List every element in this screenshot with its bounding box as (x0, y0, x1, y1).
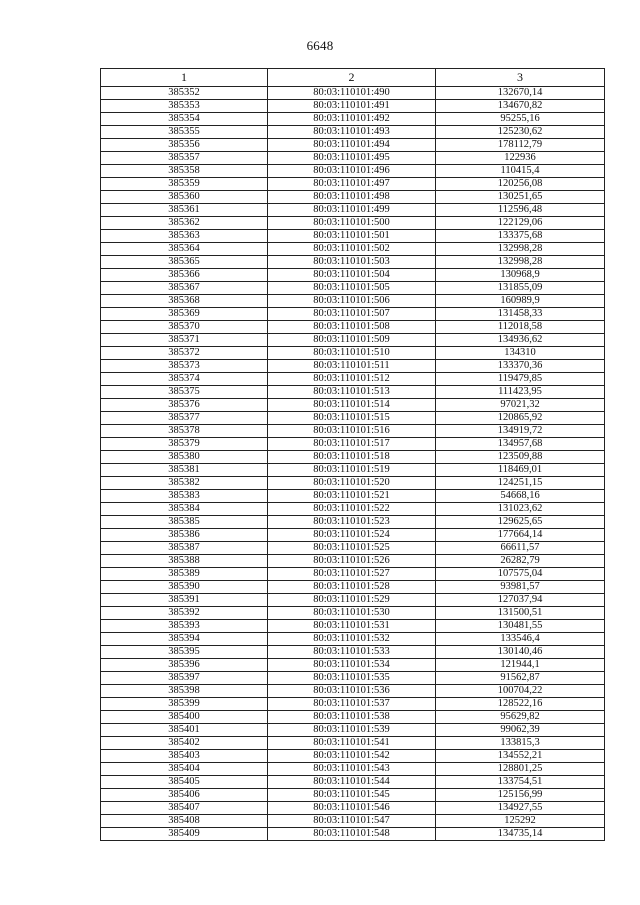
table-row (101, 347, 605, 360)
cadastral-number-cell: 80:03:110101:508 (268, 321, 436, 334)
row-number-cell: 385374 (101, 373, 268, 386)
row-number-cell: 385377 (101, 412, 268, 425)
row-number-cell: 385359 (101, 178, 268, 191)
value-cell: 131023,62 (436, 503, 605, 516)
value-cell: 132670,14 (436, 87, 605, 100)
value-cell: 118469,01 (436, 464, 605, 477)
table-row (101, 399, 605, 412)
cadastral-number-cell: 80:03:110101:499 (268, 204, 436, 217)
data-table (100, 68, 605, 841)
table-row (101, 659, 605, 672)
cadastral-number-cell: 80:03:110101:501 (268, 230, 436, 243)
value-cell: 133754,51 (436, 776, 605, 789)
value-cell: 91562,87 (436, 672, 605, 685)
row-number-cell: 385385 (101, 516, 268, 529)
value-cell: 133546,4 (436, 633, 605, 646)
cadastral-number-cell: 80:03:110101:502 (268, 243, 436, 256)
cadastral-number-cell: 80:03:110101:538 (268, 711, 436, 724)
value-cell: 125292 (436, 815, 605, 828)
cadastral-number-cell: 80:03:110101:535 (268, 672, 436, 685)
table-row (101, 451, 605, 464)
row-number-cell: 385357 (101, 152, 268, 165)
row-number-cell: 385383 (101, 490, 268, 503)
row-number-cell: 385384 (101, 503, 268, 516)
table-header-row (101, 69, 605, 87)
row-number-cell: 385354 (101, 113, 268, 126)
table-row (101, 100, 605, 113)
value-cell: 121944,1 (436, 659, 605, 672)
value-cell: 131458,33 (436, 308, 605, 321)
value-cell: 128522,16 (436, 698, 605, 711)
table-row (101, 204, 605, 217)
table-row (101, 763, 605, 776)
table-row (101, 152, 605, 165)
cadastral-number-cell: 80:03:110101:492 (268, 113, 436, 126)
cadastral-number-cell: 80:03:110101:528 (268, 581, 436, 594)
table-row (101, 490, 605, 503)
table-row (101, 87, 605, 100)
cadastral-number-cell: 80:03:110101:524 (268, 529, 436, 542)
row-number-cell: 385373 (101, 360, 268, 373)
value-cell: 130968,9 (436, 269, 605, 282)
row-number-cell: 385380 (101, 451, 268, 464)
table-row (101, 217, 605, 230)
cadastral-number-cell: 80:03:110101:536 (268, 685, 436, 698)
value-cell: 107575,04 (436, 568, 605, 581)
table-row (101, 555, 605, 568)
cadastral-number-cell: 80:03:110101:519 (268, 464, 436, 477)
value-cell: 129625,65 (436, 516, 605, 529)
cadastral-number-cell: 80:03:110101:505 (268, 282, 436, 295)
cadastral-number-cell: 80:03:110101:544 (268, 776, 436, 789)
table-row (101, 191, 605, 204)
table-row (101, 425, 605, 438)
value-cell: 134936,62 (436, 334, 605, 347)
row-number-cell: 385398 (101, 685, 268, 698)
cadastral-number-cell: 80:03:110101:522 (268, 503, 436, 516)
value-cell: 122129,06 (436, 217, 605, 230)
row-number-cell: 385371 (101, 334, 268, 347)
value-cell: 130481,55 (436, 620, 605, 633)
table-row (101, 828, 605, 841)
table-row (101, 620, 605, 633)
cadastral-number-cell: 80:03:110101:527 (268, 568, 436, 581)
table-row (101, 594, 605, 607)
cadastral-number-cell: 80:03:110101:517 (268, 438, 436, 451)
value-cell: 134552,21 (436, 750, 605, 763)
row-number-cell: 385360 (101, 191, 268, 204)
cadastral-number-cell: 80:03:110101:548 (268, 828, 436, 841)
value-cell: 132998,28 (436, 243, 605, 256)
cadastral-number-cell: 80:03:110101:493 (268, 126, 436, 139)
row-number-cell: 385390 (101, 581, 268, 594)
value-cell: 124251,15 (436, 477, 605, 490)
cadastral-number-cell: 80:03:110101:510 (268, 347, 436, 360)
table-row (101, 568, 605, 581)
table-row (101, 230, 605, 243)
cadastral-number-cell: 80:03:110101:506 (268, 295, 436, 308)
row-number-cell: 385364 (101, 243, 268, 256)
row-number-cell: 385405 (101, 776, 268, 789)
value-cell: 127037,94 (436, 594, 605, 607)
value-cell: 134919,72 (436, 425, 605, 438)
cadastral-number-cell: 80:03:110101:542 (268, 750, 436, 763)
cadastral-number-cell: 80:03:110101:537 (268, 698, 436, 711)
value-cell: 99062,39 (436, 724, 605, 737)
row-number-cell: 385386 (101, 529, 268, 542)
table-row (101, 503, 605, 516)
table-row (101, 711, 605, 724)
value-cell: 112018,58 (436, 321, 605, 334)
cadastral-number-cell: 80:03:110101:498 (268, 191, 436, 204)
table-row (101, 633, 605, 646)
value-cell: 120865,92 (436, 412, 605, 425)
table-row (101, 464, 605, 477)
cadastral-number-cell: 80:03:110101:546 (268, 802, 436, 815)
cadastral-number-cell: 80:03:110101:547 (268, 815, 436, 828)
row-number-cell: 385368 (101, 295, 268, 308)
value-cell: 130251,65 (436, 191, 605, 204)
value-cell: 130140,46 (436, 646, 605, 659)
row-number-cell: 385388 (101, 555, 268, 568)
table-row (101, 685, 605, 698)
table-row (101, 243, 605, 256)
cadastral-number-cell: 80:03:110101:526 (268, 555, 436, 568)
cadastral-number-cell: 80:03:110101:495 (268, 152, 436, 165)
row-number-cell: 385381 (101, 464, 268, 477)
row-number-cell: 385379 (101, 438, 268, 451)
row-number-cell: 385402 (101, 737, 268, 750)
row-number-cell: 385356 (101, 139, 268, 152)
value-cell: 134957,68 (436, 438, 605, 451)
table-row (101, 672, 605, 685)
row-number-cell: 385378 (101, 425, 268, 438)
cadastral-number-cell: 80:03:110101:513 (268, 386, 436, 399)
table-row (101, 126, 605, 139)
row-number-cell: 385407 (101, 802, 268, 815)
row-number-cell: 385394 (101, 633, 268, 646)
page-number: 6648 (306, 38, 334, 53)
cadastral-number-cell: 80:03:110101:543 (268, 763, 436, 776)
cadastral-number-cell: 80:03:110101:497 (268, 178, 436, 191)
cadastral-number-cell: 80:03:110101:523 (268, 516, 436, 529)
row-number-cell: 385369 (101, 308, 268, 321)
row-number-cell: 385365 (101, 256, 268, 269)
row-number-cell: 385362 (101, 217, 268, 230)
value-cell: 26282,79 (436, 555, 605, 568)
value-cell: 134670,82 (436, 100, 605, 113)
value-cell: 160989,9 (436, 295, 605, 308)
row-number-cell: 385395 (101, 646, 268, 659)
row-number-cell: 385382 (101, 477, 268, 490)
row-number-cell: 385387 (101, 542, 268, 555)
table-row (101, 295, 605, 308)
value-cell: 123509,88 (436, 451, 605, 464)
table-row (101, 646, 605, 659)
value-cell: 120256,08 (436, 178, 605, 191)
row-number-cell: 385409 (101, 828, 268, 841)
table-row (101, 698, 605, 711)
row-number-cell: 385361 (101, 204, 268, 217)
table-row (101, 165, 605, 178)
cadastral-number-cell: 80:03:110101:520 (268, 477, 436, 490)
cadastral-number-cell: 80:03:110101:491 (268, 100, 436, 113)
table-row (101, 529, 605, 542)
table-row (101, 113, 605, 126)
value-cell: 122936 (436, 152, 605, 165)
value-cell: 125156,99 (436, 789, 605, 802)
table-row (101, 750, 605, 763)
row-number-cell: 385403 (101, 750, 268, 763)
row-number-cell: 385393 (101, 620, 268, 633)
table-row (101, 802, 605, 815)
table-row (101, 360, 605, 373)
value-cell: 131855,09 (436, 282, 605, 295)
row-number-cell: 385363 (101, 230, 268, 243)
row-number-cell: 385376 (101, 399, 268, 412)
value-cell: 95255,16 (436, 113, 605, 126)
cadastral-number-cell: 80:03:110101:539 (268, 724, 436, 737)
table-row (101, 373, 605, 386)
cadastral-number-cell: 80:03:110101:525 (268, 542, 436, 555)
cadastral-number-cell: 80:03:110101:532 (268, 633, 436, 646)
row-number-cell: 385401 (101, 724, 268, 737)
table-row (101, 724, 605, 737)
value-cell: 95629,82 (436, 711, 605, 724)
value-cell: 112596,48 (436, 204, 605, 217)
cadastral-number-cell: 80:03:110101:511 (268, 360, 436, 373)
table-row (101, 256, 605, 269)
row-number-cell: 385366 (101, 269, 268, 282)
table-row (101, 178, 605, 191)
cadastral-number-cell: 80:03:110101:504 (268, 269, 436, 282)
table-row (101, 321, 605, 334)
row-number-cell: 385400 (101, 711, 268, 724)
table-row (101, 386, 605, 399)
cadastral-number-cell: 80:03:110101:496 (268, 165, 436, 178)
value-cell: 134927,55 (436, 802, 605, 815)
row-number-cell: 385389 (101, 568, 268, 581)
row-number-cell: 385404 (101, 763, 268, 776)
row-number-cell: 385355 (101, 126, 268, 139)
table-row (101, 776, 605, 789)
table-row (101, 412, 605, 425)
table-row (101, 542, 605, 555)
row-number-cell: 385392 (101, 607, 268, 620)
row-number-cell: 385406 (101, 789, 268, 802)
cadastral-number-cell: 80:03:110101:545 (268, 789, 436, 802)
cadastral-number-cell: 80:03:110101:515 (268, 412, 436, 425)
value-cell: 97021,32 (436, 399, 605, 412)
value-cell: 133375,68 (436, 230, 605, 243)
row-number-cell: 385397 (101, 672, 268, 685)
row-number-cell: 385353 (101, 100, 268, 113)
cadastral-number-cell: 80:03:110101:512 (268, 373, 436, 386)
value-cell: 132998,28 (436, 256, 605, 269)
value-cell: 66611,57 (436, 542, 605, 555)
table-row (101, 607, 605, 620)
cadastral-number-cell: 80:03:110101:521 (268, 490, 436, 503)
cadastral-number-cell: 80:03:110101:494 (268, 139, 436, 152)
cadastral-number-cell: 80:03:110101:507 (268, 308, 436, 321)
table-row (101, 308, 605, 321)
row-number-cell: 385352 (101, 87, 268, 100)
table-row (101, 477, 605, 490)
value-cell: 133370,36 (436, 360, 605, 373)
cadastral-number-cell: 80:03:110101:516 (268, 425, 436, 438)
table-row (101, 737, 605, 750)
cadastral-number-cell: 80:03:110101:514 (268, 399, 436, 412)
cadastral-number-cell: 80:03:110101:529 (268, 594, 436, 607)
cadastral-number-cell: 80:03:110101:518 (268, 451, 436, 464)
value-cell: 177664,14 (436, 529, 605, 542)
cadastral-number-cell: 80:03:110101:533 (268, 646, 436, 659)
table-row (101, 334, 605, 347)
value-cell: 54668,16 (436, 490, 605, 503)
row-number-cell: 385358 (101, 165, 268, 178)
value-cell: 119479,85 (436, 373, 605, 386)
row-number-cell: 385372 (101, 347, 268, 360)
value-cell: 134735,14 (436, 828, 605, 841)
value-cell: 133815,3 (436, 737, 605, 750)
table-row (101, 139, 605, 152)
row-number-cell: 385375 (101, 386, 268, 399)
row-number-cell: 385367 (101, 282, 268, 295)
cadastral-number-cell: 80:03:110101:531 (268, 620, 436, 633)
row-number-cell: 385391 (101, 594, 268, 607)
table-row (101, 789, 605, 802)
column-header-1: 1 (101, 69, 268, 87)
value-cell: 178112,79 (436, 139, 605, 152)
cadastral-number-cell: 80:03:110101:534 (268, 659, 436, 672)
table-row (101, 581, 605, 594)
column-header-2: 2 (268, 69, 436, 87)
row-number-cell: 385399 (101, 698, 268, 711)
row-number-cell: 385370 (101, 321, 268, 334)
row-number-cell: 385408 (101, 815, 268, 828)
table-row (101, 269, 605, 282)
value-cell: 111423,95 (436, 386, 605, 399)
value-cell: 93981,57 (436, 581, 605, 594)
table-row (101, 516, 605, 529)
value-cell: 125230,62 (436, 126, 605, 139)
table-body (101, 87, 605, 841)
cadastral-number-cell: 80:03:110101:530 (268, 607, 436, 620)
value-cell: 131500,51 (436, 607, 605, 620)
cadastral-number-cell: 80:03:110101:541 (268, 737, 436, 750)
row-number-cell: 385396 (101, 659, 268, 672)
value-cell: 134310 (436, 347, 605, 360)
value-cell: 100704,22 (436, 685, 605, 698)
column-header-3: 3 (436, 69, 605, 87)
cadastral-number-cell: 80:03:110101:490 (268, 87, 436, 100)
cadastral-number-cell: 80:03:110101:509 (268, 334, 436, 347)
table-row (101, 438, 605, 451)
value-cell: 128801,25 (436, 763, 605, 776)
value-cell: 110415,4 (436, 165, 605, 178)
table-row (101, 815, 605, 828)
table-row (101, 282, 605, 295)
cadastral-number-cell: 80:03:110101:500 (268, 217, 436, 230)
cadastral-number-cell: 80:03:110101:503 (268, 256, 436, 269)
